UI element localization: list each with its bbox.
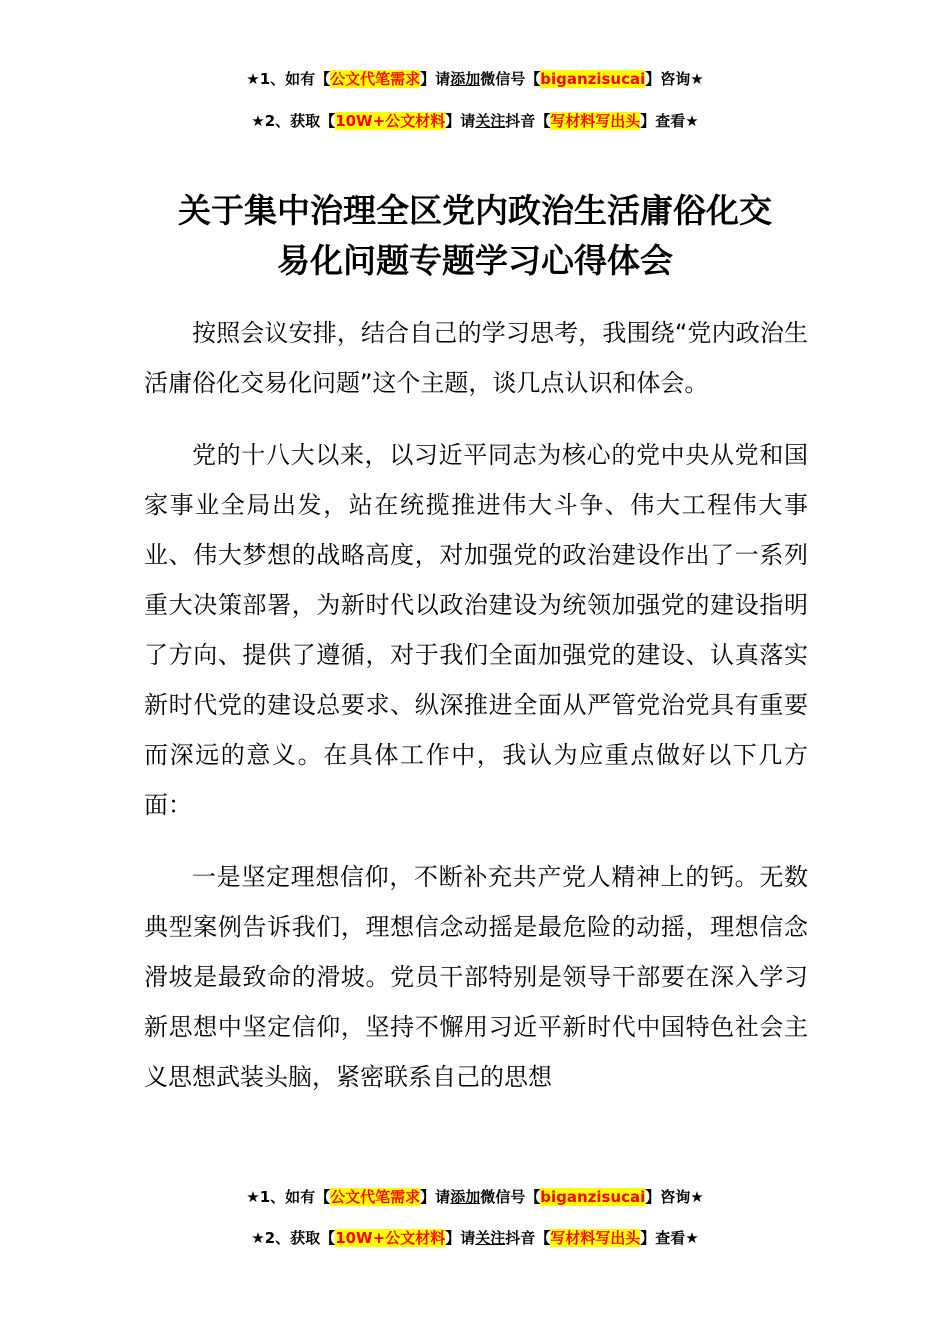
title-line-1: 关于集中治理全区党内政治生活庸俗化交	[178, 191, 772, 230]
promo-underline: 添加	[450, 70, 481, 88]
promo-text: 】查看★	[640, 1229, 699, 1247]
promo-text: 】请	[445, 112, 476, 130]
promo-text: ★1、如有【	[246, 1188, 331, 1206]
body-paragraph: 一是坚定理想信仰，不断补充共产党人精神上的钙。无数典型案例告诉我们，理想信念动摇是最危险的动摇，理想信念滑坡是最致命的滑坡。党员干部特别是领导干部要在深入学习新思想中坚定信仰，坚持不懈用习近平新时代中国特色社会主义思想武装头脑，紧密联系自己的思想	[144, 863, 808, 1091]
promo-text: 微信号【	[480, 1188, 541, 1206]
promo-text: 】请	[420, 70, 451, 88]
promo-text: 抖音【	[505, 1229, 551, 1247]
promo-highlight: 10W+公文材料	[335, 112, 446, 130]
header-promo-line-1	[0, 68, 950, 90]
promo-underline: 添加	[450, 1188, 481, 1206]
promo-highlight: 公文代笔需求	[330, 70, 421, 88]
promo-text: 微信号【	[480, 70, 541, 88]
body-paragraph: 按照会议安排，结合自己的学习思考，我围绕“党内政治生活庸俗化交易化问题”这个主题，谈几点认识和体会。	[144, 319, 808, 397]
promo-text: 】请	[420, 1188, 451, 1206]
promo-text: 抖音【	[505, 112, 551, 130]
promo-text: 】咨询★	[645, 1188, 704, 1206]
header-promo-line-2	[0, 110, 950, 132]
footer-promo-line-2	[0, 1227, 950, 1249]
promo-douyin-id: 写材料写出头	[550, 1229, 641, 1247]
promo-text: ★2、获取【	[251, 1229, 336, 1247]
promo-text: 】查看★	[640, 112, 699, 130]
promo-text: ★1、如有【	[246, 70, 331, 88]
promo-wechat-id: biganzisucai	[540, 70, 646, 88]
promo-douyin-id: 写材料写出头	[550, 112, 641, 130]
title-line-2: 易化问题专题学习心得体会	[277, 241, 673, 280]
promo-text: ★2、获取【	[251, 112, 336, 130]
document-title	[130, 186, 820, 286]
promo-underline: 关注	[475, 1229, 506, 1247]
promo-underline: 关注	[475, 112, 506, 130]
document-body	[144, 308, 808, 1124]
footer-promo-line-1	[0, 1186, 950, 1208]
promo-text: 】咨询★	[645, 70, 704, 88]
promo-highlight: 10W+公文材料	[335, 1229, 446, 1247]
body-paragraph: 党的十八大以来，以习近平同志为核心的党中央从党和国家事业全局出发，站在统揽推进伟大斗争、伟大工程伟大事业、伟大梦想的战略高度，对加强党的政治建设作出了一系列重大决策部署，为新时代以政治建设为统领加强党的建设指明了方向、提供了遵循，对于我们全面加强党的建设、认真落实新时代党的建设总要求、纵深推进全面从严管党治党具有重要而深远的意义。在具体工作中，我认为应重点做好以下几方面：	[144, 441, 808, 819]
promo-text: 】请	[445, 1229, 476, 1247]
promo-highlight: 公文代笔需求	[330, 1188, 421, 1206]
promo-wechat-id: biganzisucai	[540, 1188, 646, 1206]
